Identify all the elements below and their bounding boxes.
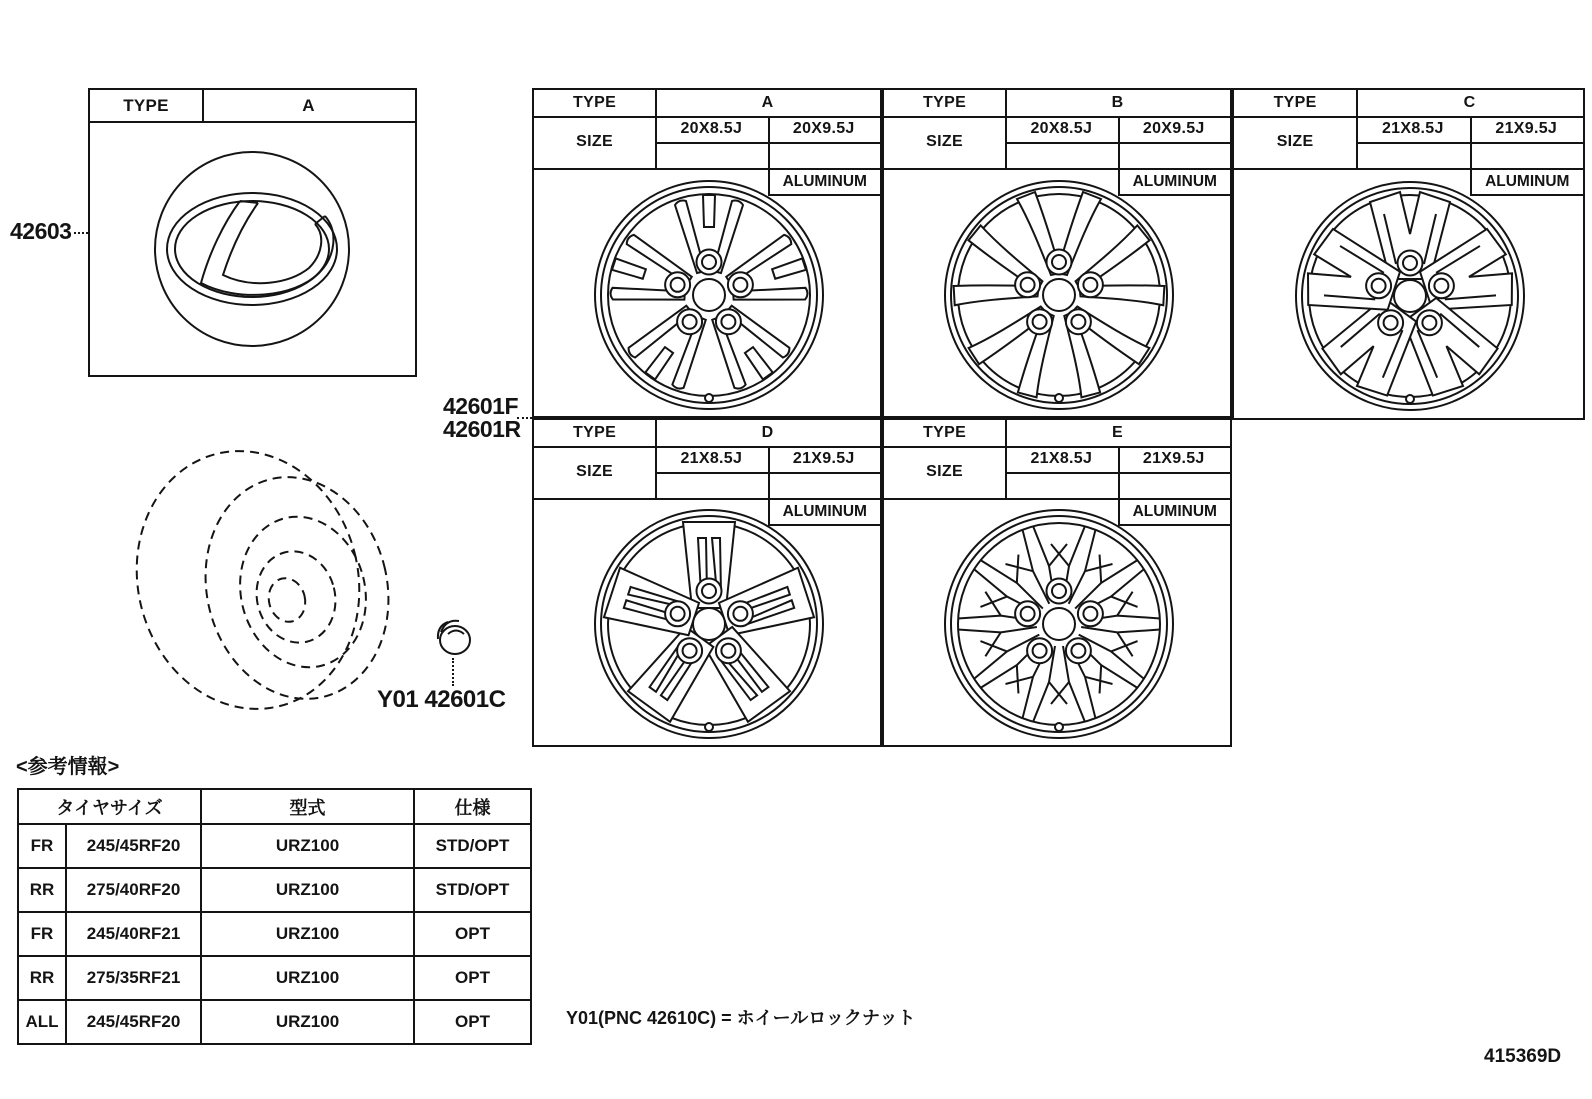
ref-header-tire-size: タイヤサイズ [18,789,201,824]
size-value-2: 20X9.5J [792,120,855,137]
size-value-2: 20X9.5J [1142,120,1205,137]
wheel-table-type-d [532,418,882,747]
ref-model: URZ100 [201,956,414,1000]
alloy-wheel-type-b [939,175,1179,415]
part-number-lock-nut: Y01 42601C [377,686,506,713]
size-value-2: 21X9.5J [1142,450,1205,467]
size-value-2: 21X9.5J [792,450,855,467]
wheel-lock-nut-icon [424,608,484,668]
ref-model: URZ100 [201,824,414,868]
ref-model: URZ100 [201,912,414,956]
ref-model: URZ100 [201,1000,414,1044]
size-label: SIZE [576,133,613,150]
leader-line-42603 [74,232,88,234]
size-value-1: 20X8.5J [680,120,743,137]
size-value-1: 21X8.5J [1030,450,1093,467]
part-number-wheel-front: 42601F [443,393,519,419]
ref-spec: STD/OPT [414,824,531,868]
size-value-1: 21X8.5J [680,450,743,467]
size-label: SIZE [576,463,613,480]
ref-spec: OPT [414,912,531,956]
cap-type-value: A [302,95,315,115]
cap-type-label: TYPE [123,95,169,115]
wheel-table-type-b [882,88,1232,418]
type-label: TYPE [923,424,967,441]
ref-pos: FR [18,912,66,956]
size-value-2: 21X9.5J [1495,120,1558,137]
part-number-wheel-rear: 42601R [443,416,521,442]
ref-spec: STD/OPT [414,868,531,912]
leader-line-lock-nut [452,658,454,686]
material-badge: ALUMINUM [768,498,880,526]
ref-pos: RR [18,868,66,912]
reference-info-table [17,788,532,1045]
ref-pos: ALL [18,1000,66,1044]
reference-info-title: <参考情報> [16,756,120,778]
ref-spec: OPT [414,1000,531,1044]
ref-spec: OPT [414,956,531,1000]
type-label: TYPE [573,94,617,111]
type-label: TYPE [923,94,967,111]
material-badge: ALUMINUM [1118,168,1230,196]
leader-line-42601 [517,417,532,419]
center-cap-table [88,88,417,377]
type-value: C [1463,94,1476,111]
type-value: E [1112,424,1124,441]
table-row [18,1000,531,1044]
ref-pos: FR [18,824,66,868]
size-label: SIZE [926,463,963,480]
material-badge: ALUMINUM [768,168,880,196]
alloy-wheel-type-c [1290,176,1530,416]
table-row [18,868,531,912]
type-label: TYPE [1273,94,1317,111]
ref-header-model: 型式 [201,789,414,824]
table-row [18,824,531,868]
type-value: A [761,94,774,111]
alloy-wheel-type-a [589,175,829,415]
document-number: 415369D [1484,1046,1562,1067]
ref-model: URZ100 [201,868,414,912]
wheel-table-type-c [1232,88,1585,420]
size-label: SIZE [926,133,963,150]
ref-size: 245/45RF20 [66,1000,201,1044]
alloy-wheel-type-e [939,504,1179,744]
material-badge: ALUMINUM [1118,498,1230,526]
tire-three-quarter-sketch [115,425,415,735]
ref-header-spec: 仕様 [414,789,531,824]
ref-pos: RR [18,956,66,1000]
size-value-1: 20X8.5J [1030,120,1093,137]
alloy-wheel-type-d [589,504,829,744]
table-row [18,956,531,1000]
part-number-center-cap: 42603 [10,218,72,244]
ref-size: 245/45RF20 [66,824,201,868]
type-label: TYPE [573,424,617,441]
size-label: SIZE [1276,133,1314,150]
material-badge: ALUMINUM [1470,168,1583,196]
table-row [18,912,531,956]
ref-size: 275/40RF20 [66,868,201,912]
size-value-1: 21X8.5J [1381,120,1444,137]
wheel-table-type-e [882,418,1232,747]
lock-nut-footnote: Y01(PNC 42610C) = ホイールロックナット [566,1008,916,1028]
wheel-table-type-a [532,88,882,418]
ref-size: 275/35RF21 [66,956,201,1000]
ref-size: 245/40RF21 [66,912,201,956]
type-value: D [761,424,774,441]
lexus-logo [90,123,415,375]
type-value: B [1111,94,1124,111]
